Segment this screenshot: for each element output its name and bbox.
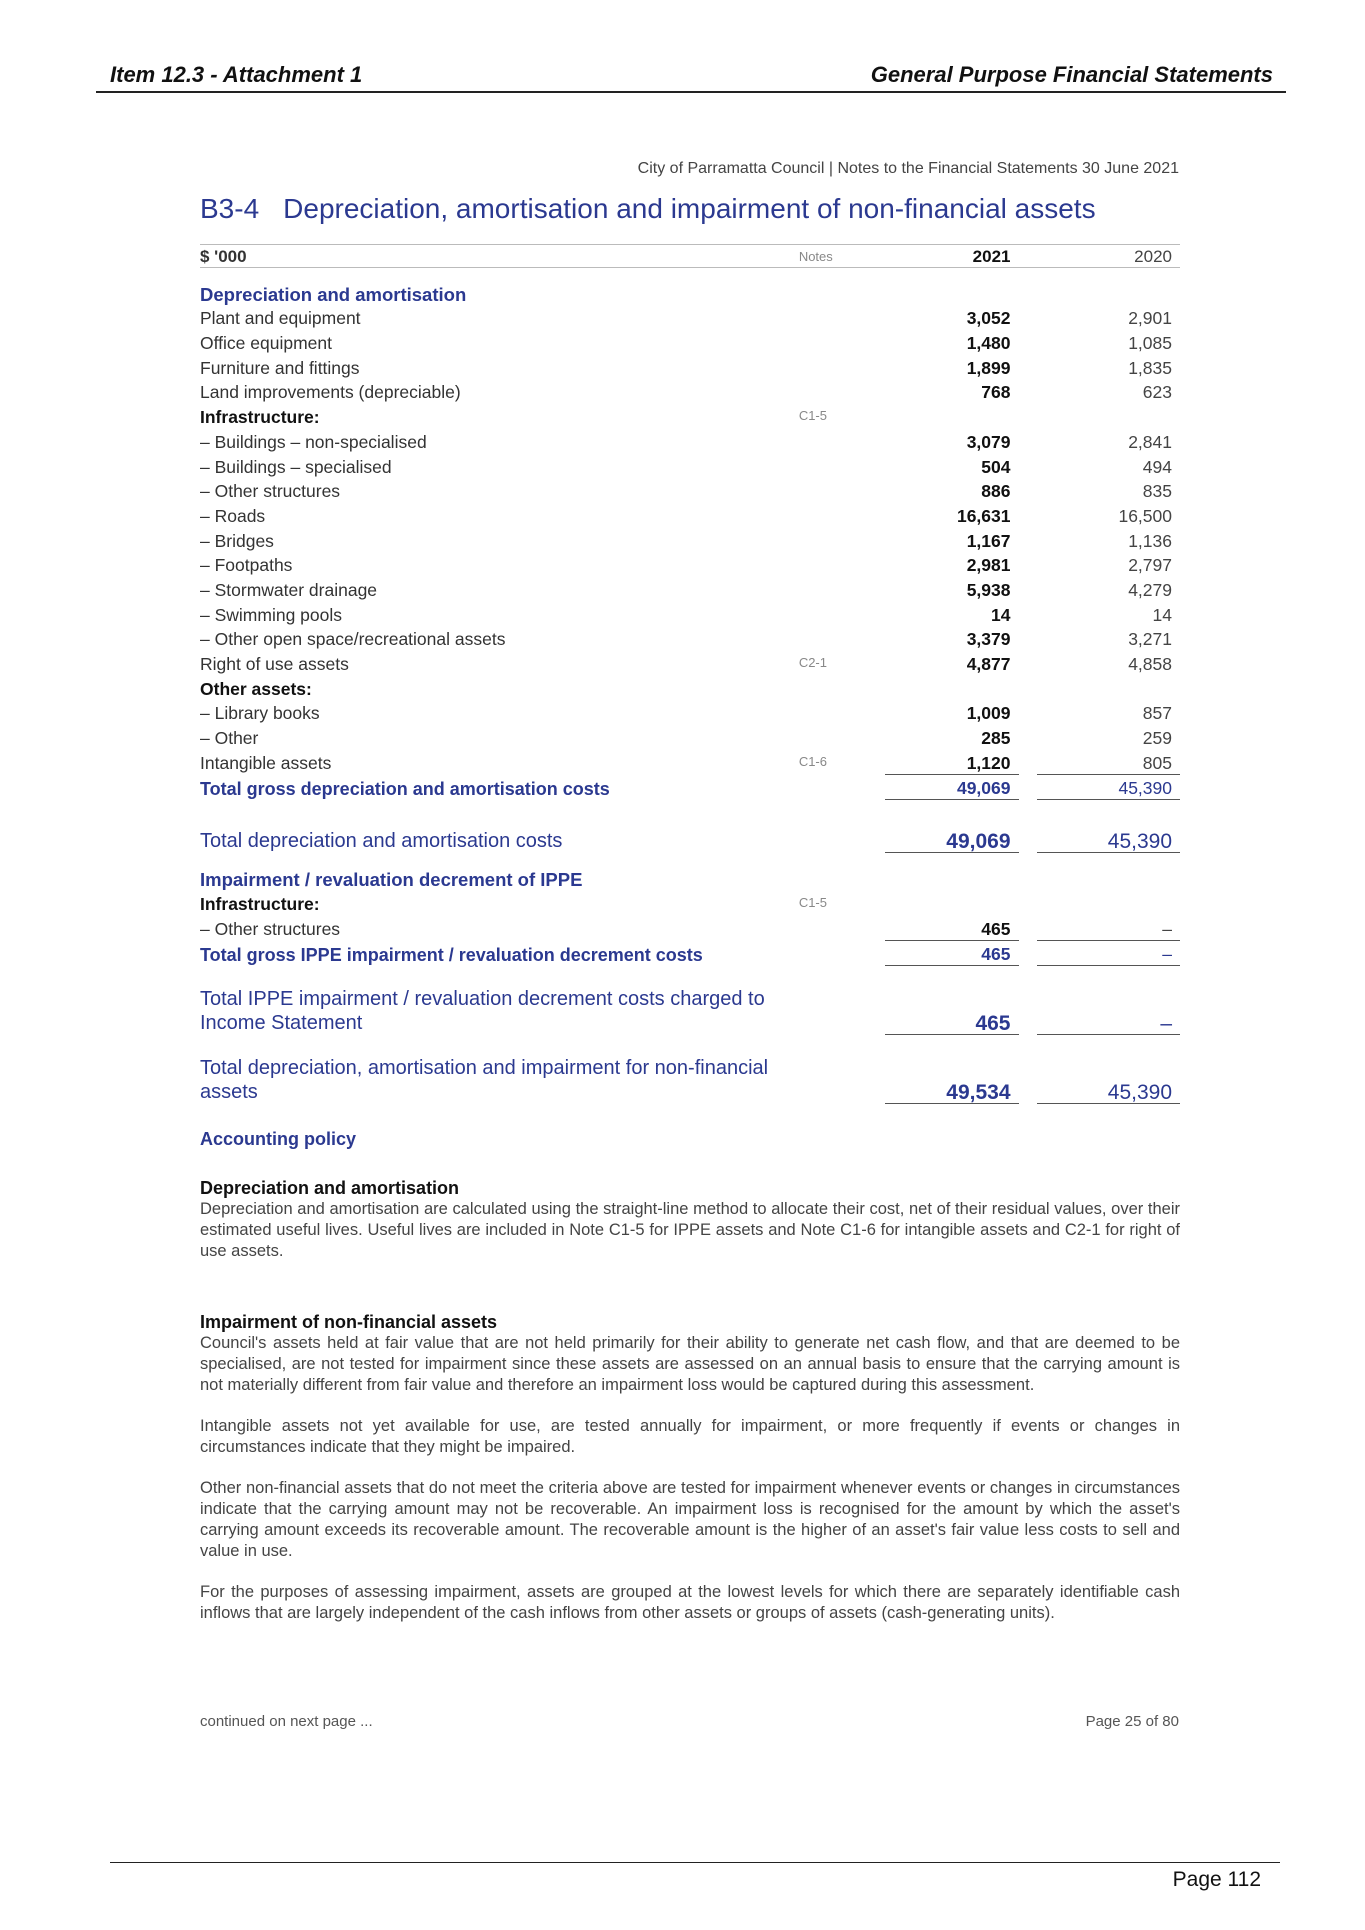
table-row — [200, 626, 1180, 651]
section-number: B3-4 — [200, 193, 260, 224]
value-2021: 1,480 — [966, 333, 1011, 354]
table-row — [200, 552, 1180, 577]
value-2020: 45,390 — [1037, 800, 1180, 853]
row-note — [797, 354, 885, 379]
row-label: – Footpaths — [200, 555, 293, 576]
section-heading — [200, 193, 1096, 225]
value-2020: 45,390 — [1037, 774, 1180, 800]
row-note: C1-5 — [798, 894, 827, 910]
row-label: Office equipment — [200, 333, 332, 354]
row-label: Depreciation and amortisation — [200, 283, 467, 305]
row-label: Intangible assets — [200, 753, 332, 774]
value-2021: 49,534 — [885, 1035, 1019, 1104]
year-2021-header: 2021 — [885, 245, 1019, 268]
value-2021: 14 — [991, 604, 1011, 625]
row-label: Impairment / revaluation decrement of IPPE — [200, 869, 583, 891]
value-2021: 49,069 — [885, 800, 1019, 853]
value-2020: 623 — [1142, 382, 1172, 403]
notes-header: Notes — [797, 245, 885, 268]
row-note — [797, 428, 885, 453]
table-row — [200, 675, 1180, 700]
row-note: C1-5 — [798, 408, 827, 424]
value-2020: 2,901 — [1128, 308, 1172, 329]
table-row — [200, 940, 1180, 966]
table-row — [200, 724, 1180, 749]
depreciation-table — [200, 244, 1180, 1104]
row-note — [797, 966, 885, 1035]
value-2020: 16,500 — [1118, 505, 1172, 526]
policy-subheading: Depreciation and amortisation — [200, 1178, 460, 1198]
value-2021 — [885, 403, 1019, 428]
table-row — [200, 576, 1180, 601]
row-note — [797, 502, 885, 527]
table-row — [200, 502, 1180, 527]
table-row — [200, 800, 1180, 853]
row-label: Right of use assets — [200, 654, 349, 674]
value-2021: 3,079 — [966, 431, 1011, 452]
row-label: – Other — [200, 728, 259, 749]
value-2020: 2,797 — [1128, 555, 1172, 576]
row-note — [797, 601, 885, 626]
value-2020: 1,085 — [1128, 333, 1172, 354]
section-title: Depreciation, amortisation and impairment of non-financial assets — [283, 193, 1096, 224]
row-label: – Swimming pools — [200, 604, 342, 625]
footer-continued: continued on next page ... — [200, 1713, 373, 1730]
row-note — [797, 478, 885, 503]
row-note — [797, 576, 885, 601]
row-label: Infrastructure: — [200, 407, 320, 428]
row-label: – Buildings – non-specialised — [200, 431, 427, 452]
row-note — [797, 700, 885, 725]
row-note — [797, 915, 885, 940]
row-note — [797, 800, 885, 853]
value-2021: 768 — [981, 382, 1011, 403]
value-2021: 465 — [885, 940, 1019, 966]
value-2020 — [1037, 675, 1180, 700]
row-label: – Bridges — [200, 530, 274, 551]
table-row — [200, 329, 1180, 354]
value-2020 — [1037, 865, 1180, 890]
table-row — [200, 749, 1180, 774]
table-row — [200, 453, 1180, 478]
row-label: Other assets: — [200, 678, 312, 699]
value-2021: 465 — [885, 966, 1019, 1035]
header-left: Item 12.3 - Attachment 1 — [110, 62, 363, 87]
value-2021: 3,379 — [966, 629, 1011, 650]
table-row — [200, 966, 1180, 1035]
row-label: – Stormwater drainage — [200, 579, 378, 600]
row-label — [200, 853, 797, 866]
table-row — [200, 354, 1180, 379]
table-row — [200, 890, 1180, 915]
value-2021: 285 — [981, 728, 1011, 749]
table-row — [200, 650, 1180, 675]
spacer-row — [200, 853, 1180, 866]
value-2020: 1,136 — [1128, 530, 1172, 551]
value-2020: 805 — [1142, 752, 1172, 773]
row-note — [797, 626, 885, 651]
row-note — [797, 724, 885, 749]
row-note — [797, 527, 885, 552]
value-2020: 3,271 — [1128, 629, 1172, 650]
value-2021: 4,877 — [966, 654, 1011, 674]
row-note: C1-6 — [798, 754, 827, 770]
table-row — [200, 915, 1180, 940]
row-label: Total gross depreciation and amortisation costs — [200, 778, 610, 799]
value-2021 — [885, 280, 1019, 305]
value-2021: 504 — [981, 456, 1011, 477]
table-row — [200, 1035, 1180, 1104]
table-header-row — [200, 245, 1180, 268]
value-2021: 886 — [981, 481, 1011, 502]
value-2020: – — [1037, 940, 1180, 966]
value-2020 — [1037, 403, 1180, 428]
table-row — [200, 527, 1180, 552]
table-row — [200, 428, 1180, 453]
value-2021 — [885, 890, 1019, 915]
row-note — [797, 865, 885, 890]
value-2021 — [885, 675, 1019, 700]
page-number: Page 112 — [1172, 1868, 1261, 1891]
value-2021: 465 — [981, 918, 1011, 939]
policy-subheading: Impairment of non-financial assets — [200, 1312, 498, 1332]
value-2020: 1,835 — [1128, 357, 1172, 378]
row-label: Land improvements (depreciable) — [200, 382, 461, 403]
value-2020: – — [1037, 966, 1180, 1035]
value-2021: 2,981 — [966, 555, 1011, 576]
value-2020 — [1037, 280, 1180, 305]
table-row — [200, 601, 1180, 626]
value-2020 — [1037, 853, 1180, 866]
table-row — [200, 379, 1180, 404]
row-note — [797, 552, 885, 577]
row-note — [797, 305, 885, 330]
policy-paragraph: For the purposes of assessing impairment, assets are grouped at the lowest levels for which there are separately identifiable cash inflows that are largely independent of the cash inflows from other assets or groups of assets (cash-generating units). — [200, 1583, 1180, 1622]
value-2021: 5,938 — [966, 579, 1011, 600]
value-2020: – — [1162, 918, 1172, 939]
row-label: – Other structures — [200, 919, 341, 939]
value-2020: 14 — [1152, 604, 1172, 625]
value-2020: 2,841 — [1128, 431, 1172, 452]
table-row — [200, 280, 1180, 305]
policy-paragraph: Other non-financial assets that do not meet the criteria above are tested for impairment whenever events or changes in circumstances indicate that the carrying amount may not be recoverable. An impairment loss is recognised for the amount by which the asset's carrying amount exceeds its recoverable amount. The recoverable amount is the higher of an asset's fair value less costs to sell and value in use. — [200, 1479, 1180, 1560]
row-label: – Library books — [200, 703, 320, 724]
header-rule — [96, 91, 1286, 93]
row-label: – Roads — [200, 505, 266, 526]
row-note — [797, 940, 885, 966]
value-2021: 49,069 — [885, 774, 1019, 800]
row-label: Furniture and fittings — [200, 357, 360, 378]
row-note — [797, 774, 885, 800]
footer-rule — [110, 1862, 1280, 1863]
value-2020: 857 — [1142, 703, 1172, 724]
value-2021: 16,631 — [956, 505, 1011, 526]
value-2020: 259 — [1142, 728, 1172, 749]
value-2021 — [885, 865, 1019, 890]
table-row — [200, 865, 1180, 890]
value-2021: 1,120 — [966, 752, 1011, 773]
policy-paragraph: Intangible assets not yet available for use, are tested annually for impairment, or more frequently if events or changes in circumstances indicate that they might be impaired. — [200, 1417, 1180, 1456]
table-row — [200, 478, 1180, 503]
row-label: Total depreciation and amortisation costs — [200, 829, 563, 852]
footer-page-of: Page 25 of 80 — [1085, 1713, 1179, 1730]
row-note — [797, 675, 885, 700]
unit-header: $ '000 — [200, 245, 797, 268]
table-row — [200, 305, 1180, 330]
value-2020: 835 — [1142, 481, 1172, 502]
year-2020-header: 2020 — [1037, 245, 1180, 268]
value-2020 — [1037, 890, 1180, 915]
policy-paragraph: Depreciation and amortisation are calculated using the straight-line method to allocate their cost, net of their residual values, over their estimated useful lives. Useful lives are included in Note C1-5 for IPPE assets and Note C1-6 for intangible assets and C2-1 for right of use assets. — [200, 1200, 1180, 1260]
row-label: Total IPPE impairment / revaluation decrement costs charged to Income Statement — [200, 987, 765, 1034]
row-note — [797, 379, 885, 404]
row-label: – Buildings – specialised — [200, 456, 392, 477]
row-note — [797, 1035, 885, 1104]
value-2020: 4,279 — [1128, 579, 1172, 600]
row-label: Total gross IPPE impairment / revaluation decrement costs — [200, 944, 703, 965]
row-note: C2-1 — [798, 655, 827, 671]
policy-paragraph: Council's assets held at fair value that are not held primarily for their ability to generate net cash flow, and that are deemed to be specialised, are not tested for impairment since these assets are assessed on an annual basis to ensure that the carrying amount is not materially different from fair value and therefore an impairment loss would be captured during this assessment. — [200, 1334, 1180, 1394]
document-subtitle: City of Parramatta Council | Notes to the Financial Statements 30 June 2021 — [637, 160, 1179, 177]
value-2020: 4,858 — [1128, 654, 1172, 674]
row-note — [797, 280, 885, 305]
value-2021: 1,009 — [966, 703, 1011, 724]
value-2021: 1,167 — [966, 530, 1011, 551]
accounting-policy — [200, 1129, 1180, 1644]
value-2020: 45,390 — [1037, 1035, 1180, 1104]
header-right: General Purpose Financial Statements — [870, 62, 1273, 87]
value-2021 — [885, 853, 1019, 866]
row-note — [797, 853, 885, 866]
value-2021: 1,899 — [966, 357, 1011, 378]
row-label: Plant and equipment — [200, 308, 361, 329]
row-label: Infrastructure: — [200, 893, 320, 914]
row-label: – Other open space/recreational assets — [200, 629, 506, 650]
row-note — [797, 329, 885, 354]
value-2021: 3,052 — [966, 308, 1011, 329]
table-row — [200, 774, 1180, 800]
row-label: – Other structures — [200, 481, 341, 502]
row-label: Total depreciation, amortisation and impairment for non-financial assets — [200, 1056, 769, 1103]
table-row — [200, 700, 1180, 725]
row-note — [797, 453, 885, 478]
table-row — [200, 403, 1180, 428]
value-2020: 494 — [1142, 456, 1172, 477]
policy-title: Accounting policy — [200, 1129, 357, 1149]
